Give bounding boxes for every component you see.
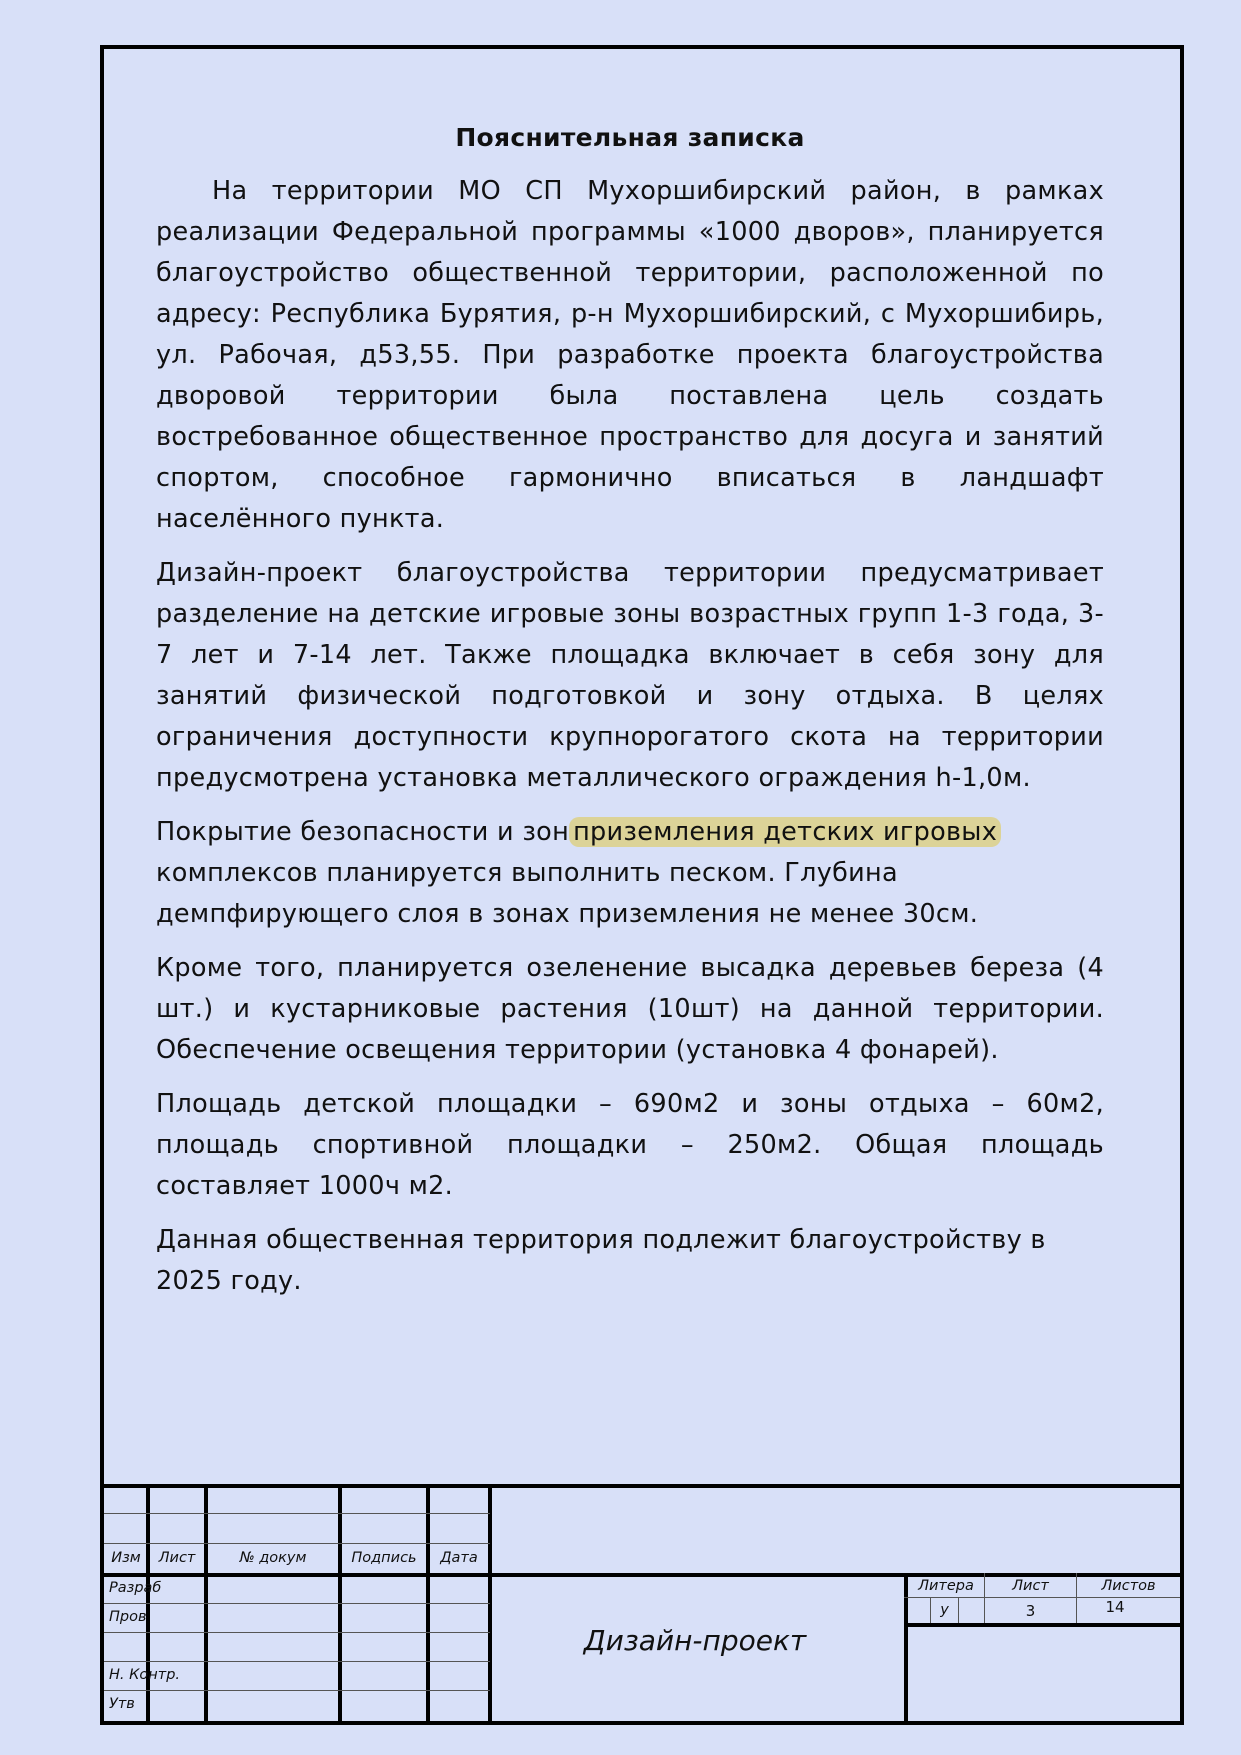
paragraph-greening: Кроме того, планируется озеленение высадка деревьев береза (4 шт.) и кустарниковые растения (10шт) на данной территории. Обеспечение освещения территории (установка 4 фонарей). [156, 953, 1104, 1065]
header-date: Дата [440, 1550, 478, 1566]
header-signature: Подпись [351, 1550, 417, 1566]
paragraph-year: Данная общественная территория подлежит благоустройству в 2025 году. [156, 1225, 1046, 1296]
cover-text-start: Покрытие безопасности и зон [156, 817, 570, 847]
role-prov: Пров [109, 1609, 147, 1625]
sheets-label: Листов [1101, 1578, 1156, 1594]
note-title: Пояснительная записка [455, 123, 805, 152]
sheet-label: Лист [1012, 1578, 1049, 1594]
highlighted-text[interactable]: приземления детских игровых [569, 817, 1001, 847]
drawing-sheet [100, 45, 1184, 1725]
project-title: Дизайн-проект [583, 1624, 807, 1657]
role-razrab: Разраб [109, 1580, 162, 1596]
header-izm: Изм [111, 1550, 141, 1566]
paragraph-intro: На территории МО СП Мухоршибирский район, в рамках реализации Федеральной программы «1000 дворов», планируется благоустройство общественной территории, расположенной по адресу: Республика Бурятия, р-н Мухоршибирский, с Мухоршибирь, ул. Рабочая, д53,55. При разработке проекта благоустройства дворовой территории была поставлена цель создать востребованное общественное пространство для досуга и занятий спортом, способное гармонично вписаться в ландшафт населённого пункта. [156, 176, 1104, 534]
litera-label: Литера [918, 1578, 974, 1594]
paragraph-cover [156, 812, 1104, 935]
sheets-total: 14 [1105, 1598, 1125, 1616]
title-block [104, 1484, 1180, 1721]
paragraph-design: Дизайн-проект благоустройства территории предусматривает разделение на детские игровые зоны возрастных групп 1-3 года, 3-7 лет и 7-14 лет. Также площадка включает в себя зону для занятий физической подготовкой и зону отдыха. В целях ограничения доступности крупнорогатого скота на территории предусмотрена установка металлического ограждения h-1,0м. [156, 558, 1104, 793]
litera-value: у [940, 1602, 949, 1618]
cover-text-line3: демпфирующего слоя в зонах приземления не менее 30см. [156, 899, 979, 929]
role-utv: Утв [109, 1696, 135, 1712]
role-n-kontr: Н. Контр. [109, 1667, 181, 1683]
explanatory-note [156, 123, 1104, 1315]
sheet-number: 3 [1025, 1602, 1036, 1620]
cover-text-line2: комплексов планируется выполнить песком. Глубина [156, 858, 898, 888]
header-doc-number: № докум [239, 1550, 307, 1566]
header-list: Лист [158, 1550, 196, 1566]
paragraph-area: Площадь детской площадки – 690м2 и зоны отдыха – 60м2, площадь спортивной площадки – 250м2. Общая площадь составляет 1000ч м2. [156, 1089, 1104, 1201]
